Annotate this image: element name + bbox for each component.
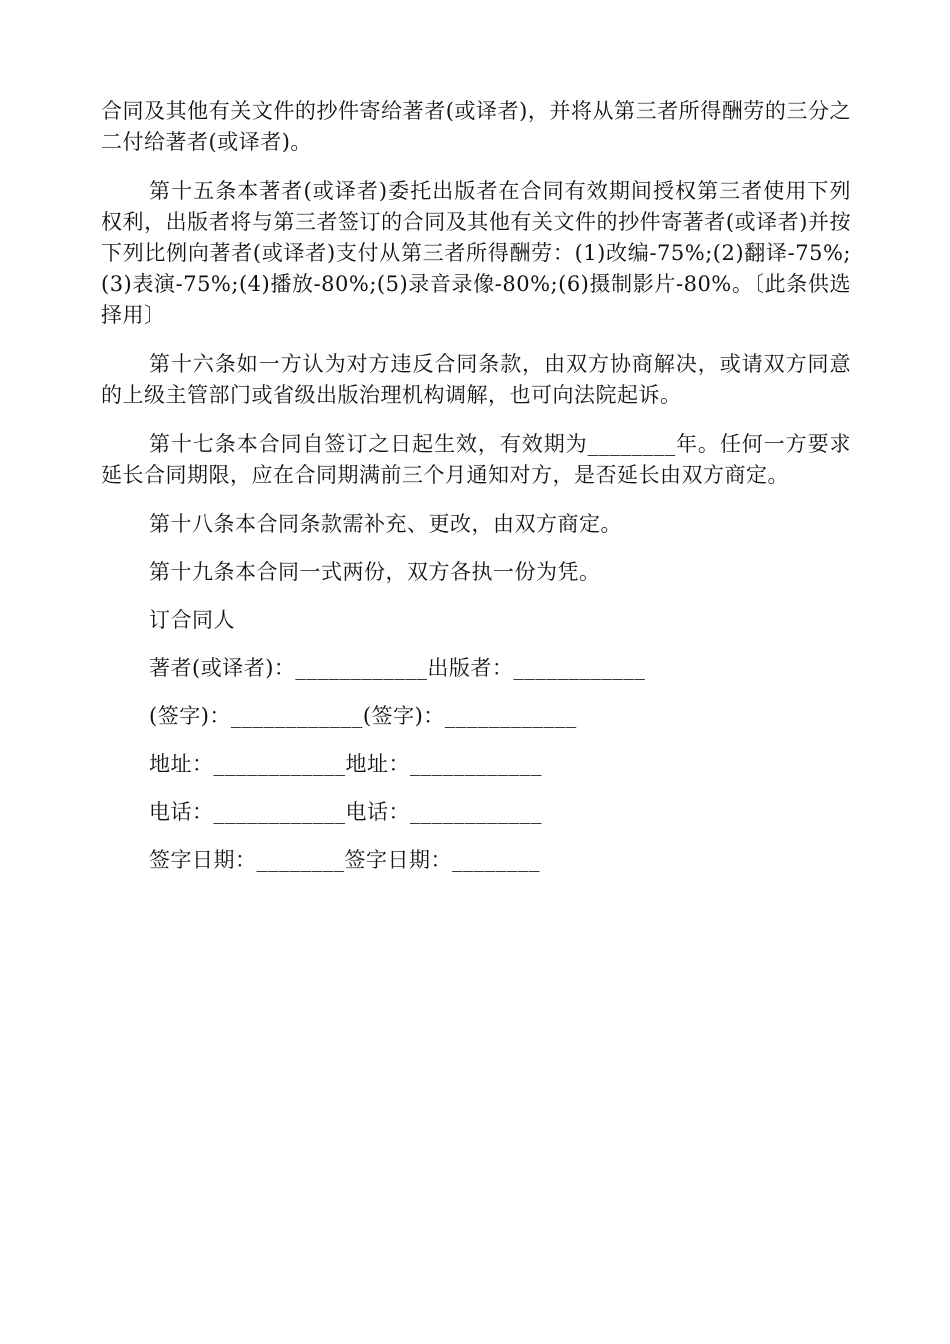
paragraph-intro: 合同及其他有关文件的抄件寄给著者(或译者)，并将从第三者所得酬劳的三分之二付给著者(或译者)。 <box>101 99 851 154</box>
article-15: 第十五条本著者(或译者)委托出版者在合同有效期间授权第三者使用下列权利，出版者将与第三者签订的合同及其他有关文件的抄件寄著者(或译者)并按下列比例向著者(或译者)支付从第三者所得酬劳：(1)改编-75%;(2)翻译-75%;(3)表演-75%;(4)播放-80%;(5)录音录像-80%;(6)摄制影片-80%。〔此条供选择用〕 <box>101 179 851 327</box>
article-19: 第十九条本合同一式两份，双方各执一份为凭。 <box>149 560 601 584</box>
signature-line: (签字)：____________(签字)：____________ <box>149 704 577 728</box>
article-16: 第十六条如一方认为对方违反合同条款，由双方协商解决，或请双方同意的上级主管部门或省级出版治理机构调解，也可向法院起诉。 <box>101 352 851 407</box>
article-17: 第十七条本合同自签订之日起生效，有效期为________年。任何一方要求延长合同期限，应在合同期满前三个月通知对方，是否延长由双方商定。 <box>101 432 851 487</box>
article-18: 第十八条本合同条款需补充、更改，由双方商定。 <box>149 512 622 536</box>
author-publisher-line: 著者(或译者)：____________出版者：____________ <box>149 656 646 680</box>
address-line: 地址：____________地址：____________ <box>149 752 542 776</box>
phone-line: 电话：____________电话：____________ <box>149 800 542 824</box>
contract-page <box>101 96 851 876</box>
signatories-heading: 订合同人 <box>149 608 235 632</box>
signing-date-line: 签字日期：________签字日期：________ <box>149 848 540 872</box>
